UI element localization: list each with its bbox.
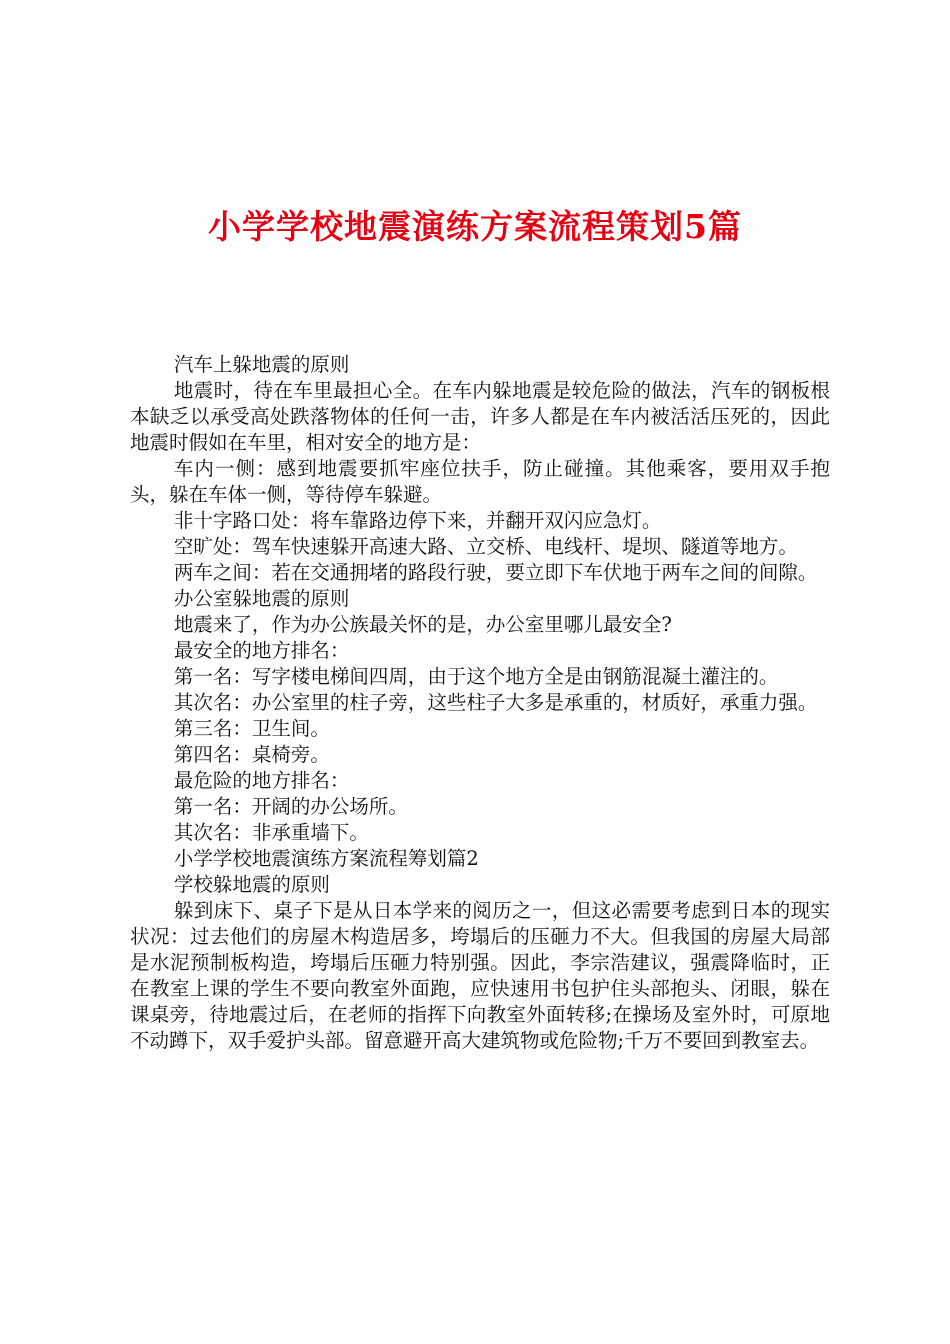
document-body — [130, 352, 830, 1054]
list-item: 第一名：开阔的办公场所。 — [173, 795, 408, 818]
section-heading-part2: 小学学校地震演练方案流程筹划篇2 — [173, 847, 479, 870]
document-title: 小学学校地震演练方案流程策划5篇 — [208, 207, 742, 246]
list-item: 第四名：桌椅旁。 — [173, 743, 330, 766]
list-item: 第一名：写字楼电梯间四周，由于这个地方全是由钢筋混凝土灌注的。 — [173, 665, 779, 688]
paragraph: 非十字路口处：将车靠路边停下来，并翻开双闪应急灯。 — [173, 509, 662, 532]
paragraph: 躲到床下、桌子下是从日本学来的阅历之一，但这必需要考虑到日本的现实状况：过去他们的房屋木构造居多，垮塌后的压砸力不大。但我国的房屋大局部是水泥预制板构造，垮塌后压砸力特别强。因此，李宗浩建议，强震降临时，正在教室上课的学生不要向教室外面跑，应快速用书包护住头部抱头、闭眼，躲在课桌旁，待地震过后，在老师的指挥下向教室外面转移;在操场及室外时，可原地不动蹲下，双手爱护头部。留意避开高大建筑物或危险物;千万不要回到教室去。 — [130, 899, 830, 1052]
section-heading-car: 汽车上躲地震的原则 — [173, 353, 350, 376]
list-item: 其次名：办公室里的柱子旁，这些柱子大多是承重的，材质好，承重力强。 — [173, 691, 818, 714]
paragraph: 最安全的地方排名： — [173, 639, 350, 662]
section-heading-school: 学校躲地震的原则 — [173, 873, 330, 896]
paragraph: 两车之间：若在交通拥堵的路段行驶，要立即下车伏地于两车之间的间隙。 — [173, 561, 818, 584]
list-item: 其次名：非承重墙下。 — [173, 821, 369, 844]
paragraph: 最危险的地方排名： — [173, 769, 350, 792]
section-heading-office: 办公室躲地震的原则 — [173, 587, 350, 610]
paragraph: 空旷处：驾车快速躲开高速大路、立交桥、电线杆、堤坝、隧道等地方。 — [173, 535, 798, 558]
list-item: 第三名：卫生间。 — [173, 717, 330, 740]
paragraph: 车内一侧：感到地震要抓牢座位扶手，防止碰撞。其他乘客，要用双手抱头，躲在车体一侧，等待停车躲避。 — [130, 457, 830, 506]
paragraph: 地震时，待在车里最担心全。在车内躲地震是较危险的做法，汽车的钢板根本缺乏以承受高处跌落物体的任何一击，许多人都是在车内被活活压死的，因此地震时假如在车里，相对安全的地方是： — [130, 379, 830, 454]
paragraph: 地震来了，作为办公族最关怀的是，办公室里哪儿最安全? — [173, 613, 672, 636]
